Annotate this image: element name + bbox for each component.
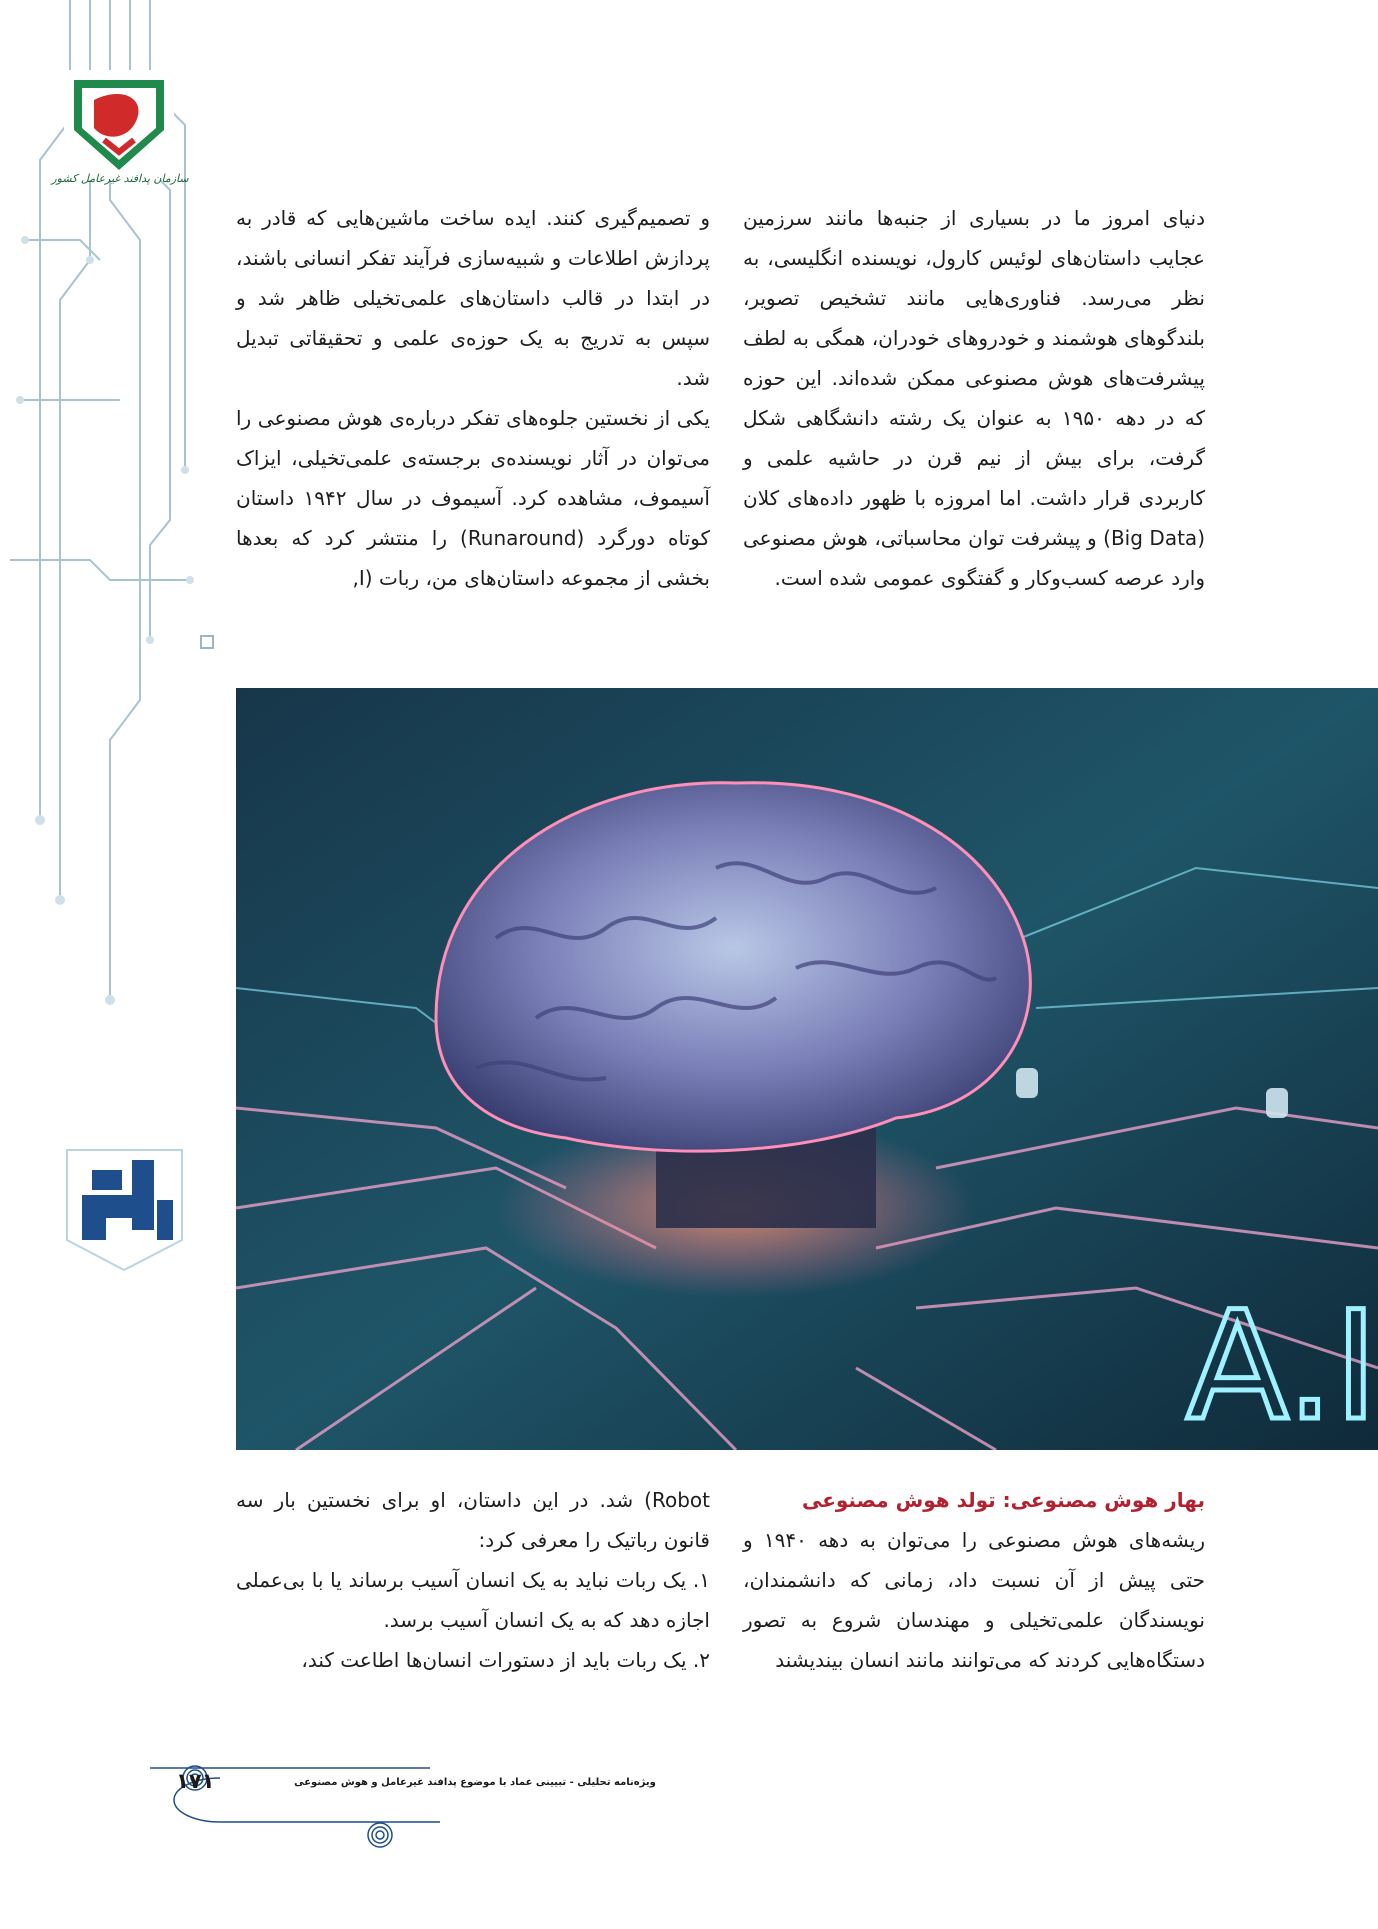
ai-overlay-text: A.I — [1186, 1280, 1378, 1450]
section-heading: بهار هوش مصنوعی: تولد هوش مصنوعی — [801, 1488, 1205, 1512]
ai-brain-image — [236, 688, 1378, 1450]
paragraph: ۲. یک ربات باید از دستورات انسان‌ها اطاعت کند، — [301, 1648, 710, 1672]
text-column-left-bottom — [236, 1480, 710, 1680]
paragraph: ریشه‌های هوش مصنوعی را می‌توان به دهه ۱۹۴۰ و حتی پیش از آن نسبت داد، زمانی که دانشمندان، نویسندگان علمی‌تخیلی و مهندسان شروع به تصور دستگاه‌هایی کردند که می‌توانند مانند انسان بیندیشند — [743, 1528, 1205, 1672]
text-column-left-top — [236, 198, 710, 598]
paragraph: و تصمیم‌گیری کنند. ایده ساخت ماشین‌هایی که قادر به پردازش اطلاعات و شبیه‌سازی فرآیند تفکر انسانی باشند، در ابتدا در قالب داستان‌های علمی‌تخیلی ظاهر شد و سپس به تدریج به یک حوزه‌ی علمی و تحقیقاتی تبدیل شد. — [236, 206, 710, 390]
text-column-right-bottom — [743, 1480, 1205, 1680]
red-green-arabic-emblem-icon — [64, 70, 174, 180]
emad-calligraphy-logo-icon — [62, 1140, 187, 1275]
paragraph: یکی از نخستین جلوه‌های تفکر درباره‌ی هوش مصنوعی را می‌توان در آثار نویسنده‌ی برجسته‌ی علمی‌تخیلی، ایزاک آسیموف، مشاهده کرد. آسیموف در سال ۱۹۴۲ داستان کوتاه دورگرد (Runaround) را منتشر کرد که بعدها بخشی از مجموعه داستان‌های من، ربات (I, — [236, 406, 710, 590]
logo-caption: سازمان پدافند غیرعامل کشور — [51, 172, 189, 185]
paragraph: ۱. یک ربات نباید به یک انسان آسیب برساند یا با بی‌عملی اجازه دهد که به یک انسان آسیب برسد. — [236, 1568, 710, 1632]
text-column-right-top — [743, 198, 1205, 598]
continuation-marker — [200, 635, 214, 649]
page-number: ۱۷۱ — [176, 1769, 215, 1793]
paragraph: دنیای امروز ما در بسیاری از جنبه‌ها مانند سرزمین عجایب داستان‌های لوئیس کارول، نویسنده انگلیسی، به نظر می‌رسد. فناوری‌هایی مانند تشخیص تصویر، بلندگوهای هوشمند و خودروهای خودران، همگی به لطف پیشرفت‌های هوش مصنوعی ممکن شده‌اند. این حوزه که در دهه ۱۹۵۰ به عنوان یک رشته دانشگاهی شکل گرفت، برای بیش از نیم قرن در حاشیه علمی و کاربردی قرار داشت. اما امروزه با ظهور داده‌های کلان (Big Data) و پیشرفت توان محاسباتی، هوش مصنوعی وارد عرصه کسب‌وکار و گفتگوی عمومی شده است. — [743, 206, 1206, 590]
paragraph: Robot) شد. در این داستان، او برای نخستین بار سه قانون رباتیک را معرفی کرد: — [236, 1488, 710, 1552]
footer-text: ویژه‌نامه تحلیلی - تبیینی عماد با موضوع پدافند غیرعامل و هوش مصنوعی — [294, 1777, 656, 1788]
